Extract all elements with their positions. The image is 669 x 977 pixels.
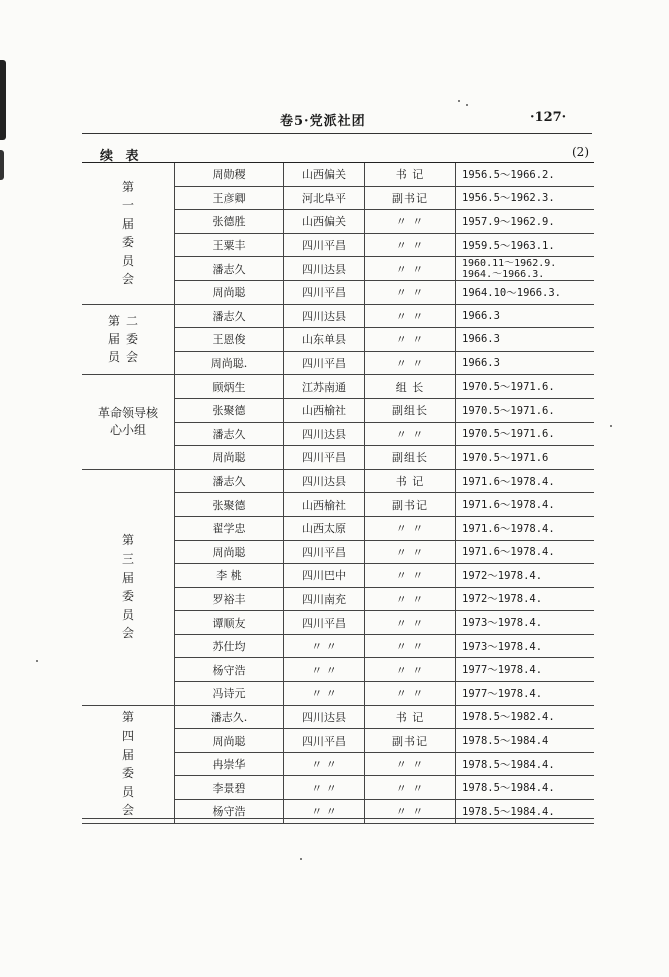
page-header-title: 卷5·党派社团 [280, 114, 366, 129]
scan-edge-mark [0, 150, 4, 180]
tenure-period: 1978.5～1984.4 [456, 729, 595, 753]
table-number: (2) [572, 145, 589, 159]
term-label: 第三届委员会 [121, 533, 134, 641]
tenure-period: 1957.9～1962.9. [456, 210, 595, 234]
tenure-period: 1966.3 [456, 328, 595, 352]
member-name: 潘志久 [175, 257, 284, 281]
member-name: 罗裕丰 [175, 587, 284, 611]
member-name: 张德胜 [175, 210, 284, 234]
tenure-period: 1970.5～1971.6. [456, 398, 595, 422]
table-row [82, 469, 594, 493]
page-number: ·127· [530, 110, 567, 125]
tenure-period: 1978.5～1984.4. [456, 776, 595, 800]
term-cell [82, 469, 175, 705]
member-name: 周尚聪 [175, 446, 284, 470]
position-title: 书 记 [365, 163, 456, 186]
position-title: 〃 〃 [365, 210, 456, 234]
tenure-period: 1956.5～1962.3. [456, 186, 595, 210]
tenure-period: 1978.5～1982.4. [456, 705, 595, 729]
native-place: 四川平昌 [284, 540, 365, 564]
position-title: 〃 〃 [365, 634, 456, 658]
native-place: 四川达县 [284, 257, 365, 281]
tenure-period: 1959.5～1963.1. [456, 233, 595, 257]
member-name: 周尚聪 [175, 729, 284, 753]
native-place: 四川达县 [284, 304, 365, 328]
header-rule [82, 133, 592, 134]
tenure-period: 1972～1978.4. [456, 587, 595, 611]
native-place: 江苏南通 [284, 375, 365, 399]
member-name: 周勋稷 [175, 163, 284, 186]
tenure-period: 1978.5～1984.4. [456, 752, 595, 776]
member-name: 杨守浩 [175, 800, 284, 824]
native-place: 四川平昌 [284, 351, 365, 375]
position-title: 书 记 [365, 705, 456, 729]
term-label: 第四届委员会 [121, 710, 134, 818]
tenure-period [456, 257, 595, 281]
native-place: 四川平昌 [284, 280, 365, 304]
scan-edge-mark [0, 60, 6, 140]
native-place: 四川巴中 [284, 564, 365, 588]
scan-speck [610, 425, 612, 427]
position-title: 〃 〃 [365, 540, 456, 564]
tenure-period: 1973～1978.4. [456, 634, 595, 658]
tenure-period: 1971.6～1978.4. [456, 540, 595, 564]
table-bottom-rule [82, 818, 594, 819]
committee-table [82, 163, 594, 824]
position-title: 〃 〃 [365, 328, 456, 352]
position-title: 副组长 [365, 446, 456, 470]
tenure-period-line: 1960.11～1962.9. [462, 257, 557, 269]
position-title: 〃 〃 [365, 304, 456, 328]
member-name: 潘志久. [175, 705, 284, 729]
position-title: 副书记 [365, 186, 456, 210]
tenure-period: 1973～1978.4. [456, 611, 595, 635]
native-place: 〃 〃 [284, 634, 365, 658]
term-cell [82, 705, 175, 823]
native-place: 山西偏关 [284, 210, 365, 234]
native-place: 四川平昌 [284, 446, 365, 470]
position-title: 〃 〃 [365, 776, 456, 800]
member-name: 张聚德 [175, 493, 284, 517]
native-place: 山西太原 [284, 516, 365, 540]
native-place: 山西榆社 [284, 493, 365, 517]
member-name: 周尚聪 [175, 280, 284, 304]
native-place: 四川达县 [284, 469, 365, 493]
position-title: 〃 〃 [365, 800, 456, 824]
tenure-period: 1970.5～1971.6. [456, 375, 595, 399]
table-continued-label: 续 表 [100, 149, 143, 164]
member-name: 周尚聪. [175, 351, 284, 375]
table-row [82, 304, 594, 328]
native-place: 〃 〃 [284, 752, 365, 776]
member-name: 王粟丰 [175, 233, 284, 257]
term-label: 第一届委员会 [121, 179, 134, 287]
position-title: 书 记 [365, 469, 456, 493]
tenure-period: 1971.6～1978.4. [456, 493, 595, 517]
position-title: 〃 〃 [365, 611, 456, 635]
tenure-period: 1971.6～1978.4. [456, 469, 595, 493]
position-title: 〃 〃 [365, 257, 456, 281]
member-name: 翟学忠 [175, 516, 284, 540]
position-title: 〃 〃 [365, 752, 456, 776]
member-name: 王恩俊 [175, 328, 284, 352]
member-name: 王彦卿 [175, 186, 284, 210]
tenure-period-line: 1964.～1966.3. [462, 268, 545, 280]
tenure-period: 1977～1978.4. [456, 658, 595, 682]
native-place: 〃 〃 [284, 776, 365, 800]
native-place: 山西榆社 [284, 398, 365, 422]
member-name: 顾炳生 [175, 375, 284, 399]
term-label: 革命领导核心小组 [98, 405, 159, 437]
scan-speck [466, 104, 468, 106]
position-title: 〃 〃 [365, 564, 456, 588]
member-name: 谭顺友 [175, 611, 284, 635]
member-name: 张聚德 [175, 398, 284, 422]
position-title: 〃 〃 [365, 233, 456, 257]
tenure-period: 1956.5～1966.2. [456, 163, 595, 186]
member-name: 李 桃 [175, 564, 284, 588]
table-row [82, 163, 594, 186]
tenure-period: 1972～1978.4. [456, 564, 595, 588]
term-cell [82, 163, 175, 304]
member-name: 潘志久 [175, 304, 284, 328]
scan-speck [458, 100, 460, 102]
term-cell [82, 304, 175, 375]
position-title: 〃 〃 [365, 682, 456, 706]
position-title: 副书记 [365, 729, 456, 753]
tenure-period: 1978.5～1984.4. [456, 800, 595, 824]
tenure-period: 1966.3 [456, 304, 595, 328]
position-title: 〃 〃 [365, 422, 456, 446]
term-label: 第二届委员会 [108, 314, 145, 365]
native-place: 山东单县 [284, 328, 365, 352]
member-name: 杨守浩 [175, 658, 284, 682]
scan-speck [36, 660, 38, 662]
tenure-period: 1966.3 [456, 351, 595, 375]
member-name: 周尚聪 [175, 540, 284, 564]
member-name: 潘志久 [175, 469, 284, 493]
native-place: 山西偏关 [284, 163, 365, 186]
native-place: 四川平昌 [284, 729, 365, 753]
position-title: 副组长 [365, 398, 456, 422]
native-place: 四川达县 [284, 705, 365, 729]
native-place: 四川达县 [284, 422, 365, 446]
tenure-period: 1971.6～1978.4. [456, 516, 595, 540]
position-title: 〃 〃 [365, 516, 456, 540]
native-place: 四川平昌 [284, 233, 365, 257]
position-title: 组 长 [365, 375, 456, 399]
tenure-period: 1964.10～1966.3. [456, 280, 595, 304]
scan-speck [300, 858, 302, 860]
term-cell [82, 375, 175, 469]
table-row [82, 705, 594, 729]
member-name: 苏仕均 [175, 634, 284, 658]
tenure-period: 1970.5～1971.6. [456, 422, 595, 446]
native-place: 河北阜平 [284, 186, 365, 210]
member-name: 冉崇华 [175, 752, 284, 776]
member-name: 冯诗元 [175, 682, 284, 706]
native-place: 〃 〃 [284, 800, 365, 824]
position-title: 〃 〃 [365, 658, 456, 682]
tenure-period: 1970.5～1971.6 [456, 446, 595, 470]
native-place: 四川平昌 [284, 611, 365, 635]
table-row [82, 375, 594, 399]
native-place: 四川南充 [284, 587, 365, 611]
member-name: 李景碧 [175, 776, 284, 800]
native-place: 〃 〃 [284, 682, 365, 706]
position-title: 〃 〃 [365, 280, 456, 304]
position-title: 〃 〃 [365, 587, 456, 611]
tenure-period: 1977～1978.4. [456, 682, 595, 706]
position-title: 副书记 [365, 493, 456, 517]
position-title: 〃 〃 [365, 351, 456, 375]
member-name: 潘志久 [175, 422, 284, 446]
native-place: 〃 〃 [284, 658, 365, 682]
